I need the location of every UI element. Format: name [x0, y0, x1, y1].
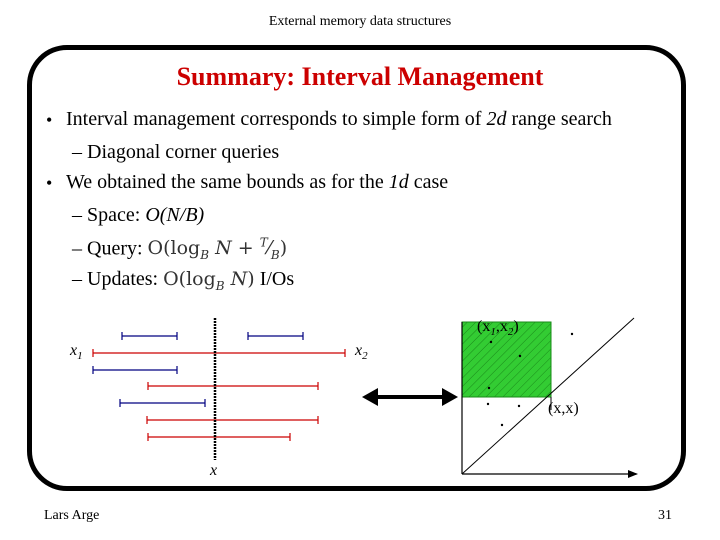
- bullet-2-em: 1d: [388, 171, 409, 193]
- space-label: – Space:: [72, 204, 146, 226]
- label-x2-text: x: [355, 342, 363, 359]
- footer-author: Lars Arge: [44, 508, 100, 523]
- slide-title: Summary: Interval Management: [176, 62, 544, 91]
- bullet-2-pre: We obtained the same bounds as for the: [66, 171, 389, 193]
- query-label: – Query:: [72, 237, 148, 260]
- blue-interval: [122, 332, 177, 340]
- red-interval: [148, 433, 290, 441]
- bullet-1-post: range search: [506, 108, 612, 130]
- updates-formula: $O(\log_B$ N): [163, 268, 255, 293]
- blue-interval: [93, 366, 177, 374]
- red-interval: [93, 349, 345, 357]
- query-formula: $O(\log_B$ $N + ^T⁄_B$): [147, 236, 288, 263]
- updates-label: – Updates:: [72, 268, 164, 290]
- sub-bullet-diagonal: – Diagonal corner queries: [72, 141, 280, 163]
- blue-interval: [248, 332, 303, 340]
- x-axis-arrow: [628, 470, 638, 478]
- label-corner: [477, 318, 519, 338]
- slide-header: External memory data structures: [268, 14, 452, 29]
- blue-interval: [120, 399, 205, 407]
- label-x: [210, 462, 217, 480]
- bullet-2-post: case: [408, 171, 449, 193]
- bullet-dot: •: [46, 110, 53, 130]
- space-value: O(N/B): [145, 204, 205, 226]
- label-x1-sub: 1: [77, 350, 83, 363]
- double-arrow: [362, 388, 458, 406]
- label-x2-sub: 2: [362, 350, 368, 363]
- bullet-1-pre: Interval management corresponds to simple form of: [66, 108, 487, 130]
- corner-sub-2: 2: [507, 326, 514, 339]
- label-diag: (x,x): [548, 400, 579, 417]
- label-x1: [70, 342, 83, 362]
- bullet-dot: •: [46, 173, 53, 193]
- page-number: 31: [658, 508, 672, 523]
- corner-sub-1: 1: [490, 326, 496, 339]
- red-interval: [148, 382, 318, 390]
- corner-text-a: (x: [477, 318, 491, 335]
- label-x1-text: x: [70, 342, 78, 359]
- updates-suffix: I/Os: [254, 268, 295, 290]
- red-interval: [147, 416, 318, 424]
- bullet-1-em: 2d: [486, 108, 507, 130]
- label-x2: [355, 342, 368, 362]
- label-x-text: x: [210, 462, 218, 479]
- corner-text-c: ): [513, 318, 519, 335]
- corner-text-b: ,x: [495, 318, 508, 335]
